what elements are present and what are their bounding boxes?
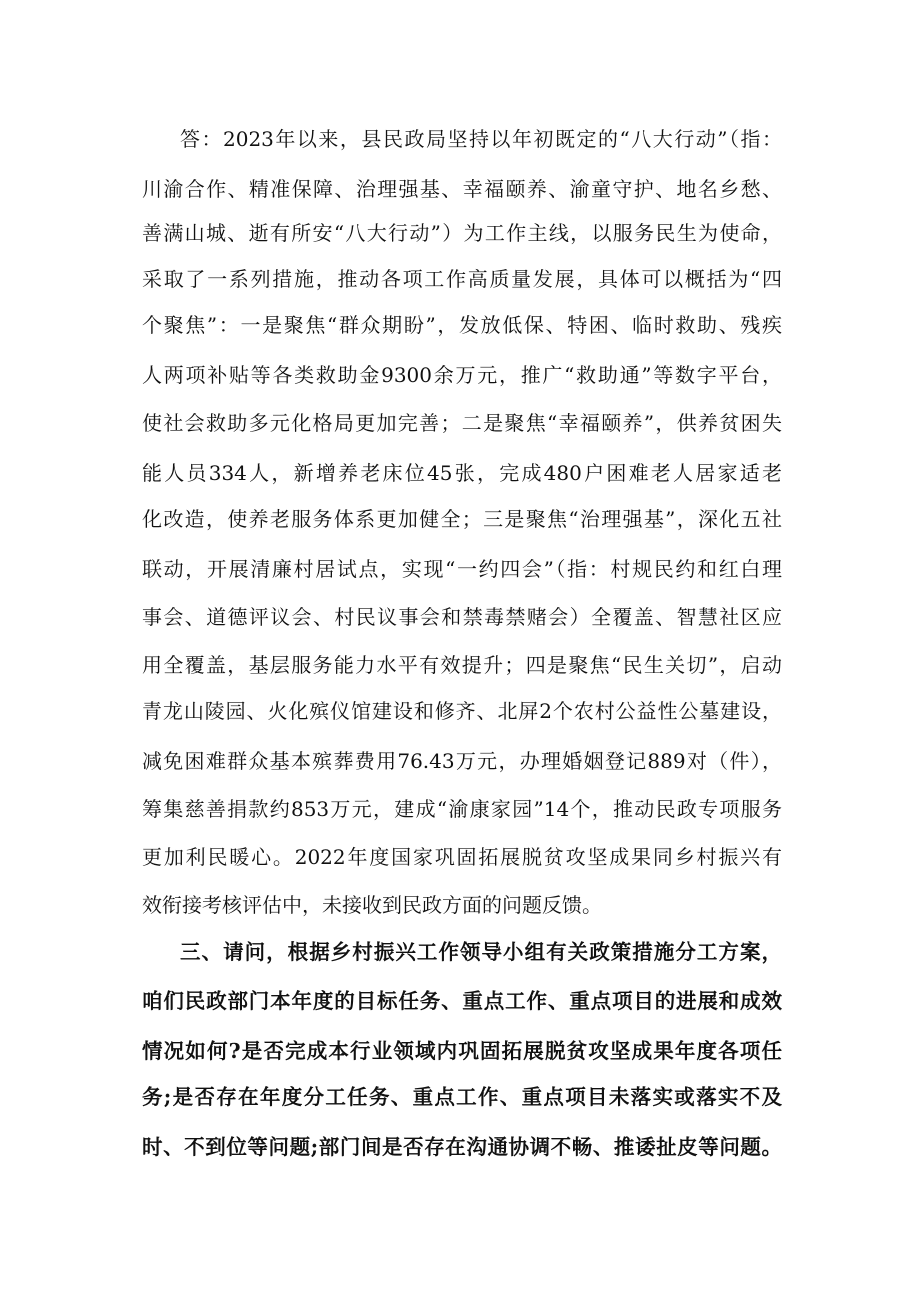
- question-line: 情况如何?是否完成本行业领域内巩固拓展脱贫攻坚成果年度各项任: [142, 1039, 782, 1063]
- answer-line: 减免困难群众基本殡葬费用76.43万元，办理婚姻登记889对（件），: [142, 749, 782, 773]
- answer-line: 事会、道德评议会、村民议事会和禁毒禁赌会）全覆盖、智慧社区应: [142, 605, 782, 629]
- answer-line: 效衔接考核评估中，未接收到民政方面的问题反馈。: [142, 893, 602, 917]
- question-line: 咱们民政部门本年度的目标任务、重点工作、重点项目的进展和成效: [142, 989, 782, 1013]
- answer-line: 能人员334人，新增养老床位45张，完成480户困难老人居家适老: [142, 461, 782, 485]
- answer-line: 化改造，使养老服务体系更加健全；三是聚焦“治理强基”，深化五社: [142, 507, 782, 531]
- question-line: 时、不到位等问题;部门间是否存在沟通协调不畅、推诿扯皮等问题。: [142, 1135, 782, 1159]
- question-line: 三、请问，根据乡村振兴工作领导小组有关政策措施分工方案，: [180, 940, 782, 964]
- answer-line: 用全覆盖，基层服务能力水平有效提升；四是聚焦“民生关切”，启动: [142, 653, 782, 677]
- answer-line: 人两项补贴等各类救助金9300余万元，推广“救助通”等数字平台，: [142, 363, 782, 387]
- answer-line: 联动，开展清廉村居试点，实现“一约四会”（指：村规民约和红白理: [142, 557, 782, 581]
- answer-line: 筹集慈善捐款约853万元，建成“渝康家园”14个，推动民政专项服务: [142, 797, 782, 821]
- answer-line: 使社会救助多元化格局更加完善；二是聚焦“幸福颐养”，供养贫困失: [142, 411, 782, 435]
- answer-line: 青龙山陵园、火化殡仪馆建设和修齐、北屏2个农村公益性公墓建设，: [142, 699, 782, 723]
- question-line: 务;是否存在年度分工任务、重点工作、重点项目未落实或落实不及: [142, 1085, 782, 1109]
- answer-line: 更加利民暖心。2022年度国家巩固拓展脱贫攻坚成果同乡村振兴有: [142, 845, 782, 869]
- answer-line: 个聚焦”：一是聚焦“群众期盼”，发放低保、特困、临时救助、残疾: [142, 313, 782, 337]
- answer-line: 善满山城、逝有所安“八大行动”）为工作主线，以服务民生为使命，: [142, 221, 782, 245]
- answer-line: 川渝合作、精准保障、治理强基、幸福颐养、渝童守护、地名乡愁、: [142, 177, 782, 201]
- answer-line: 答：2023年以来，县民政局坚持以年初既定的“八大行动”（指：: [180, 127, 782, 151]
- answer-line: 采取了一系列措施，推动各项工作高质量发展，具体可以概括为“四: [142, 267, 782, 291]
